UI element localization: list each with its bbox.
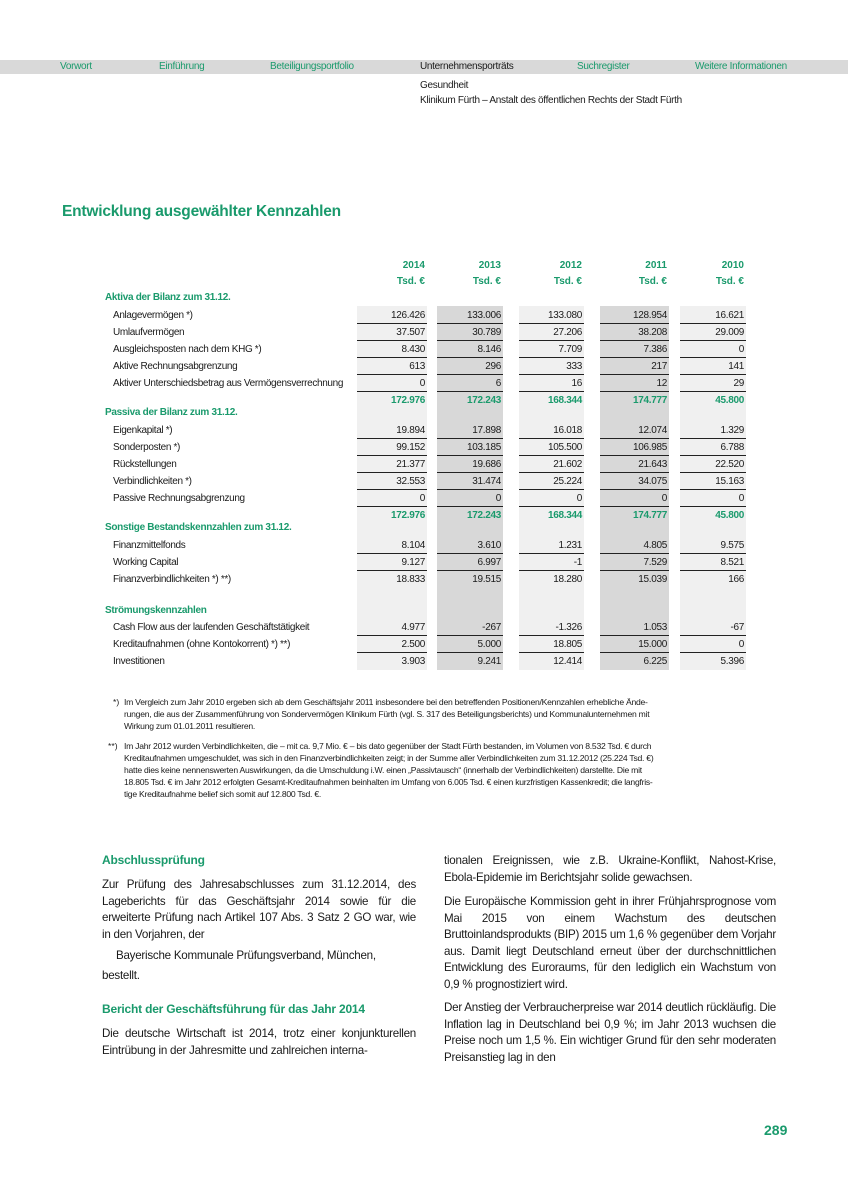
table-cell: 15.163: [715, 476, 744, 487]
row-divider: [437, 570, 503, 571]
row-label: Eigenkapital *): [113, 425, 173, 436]
row-divider: [680, 438, 746, 439]
column-year: 2012: [559, 260, 582, 271]
nav-weitere-informationen[interactable]: Weitere Informationen: [695, 61, 787, 72]
row-label: Finanzverbindlichkeiten *) **): [113, 574, 231, 585]
table-cell: 9.241: [477, 656, 501, 667]
paragraph-ereignisse: tionalen Ereignissen, wie z.B. Ukraine-Konflikt, Nahost-Krise, Ebola-Epidemie im Berichtsjahr solide gewachsen.: [444, 854, 776, 884]
row-label: Investitionen: [113, 656, 165, 667]
heading-bericht-geschaeftsfuehrung: Bericht der Geschäftsführung für das Jahr 2014: [102, 1002, 365, 1016]
table-cell: 16: [571, 378, 582, 389]
paragraph-verbraucherpreise: Der Anstieg der Verbraucherpreise war 2014 deutlich rückläufig. Die Inflation lag in Deutschland bei 0,9 %; im Jahr 2013 wuchsen die Preise noch um 1,5 %. Ein wichtiger Grund für den sehr moderaten Preisanstieg lag in den: [444, 1001, 776, 1064]
column-unit: Tsd. €: [472, 276, 501, 287]
row-divider: [600, 340, 669, 341]
row-divider: [357, 652, 427, 653]
table-cell: 3.903: [401, 656, 425, 667]
breadcrumb-category: Gesundheit: [420, 80, 469, 91]
table-cell: 6: [495, 378, 501, 389]
table-cell: 3.610: [477, 540, 501, 551]
row-divider: [680, 340, 746, 341]
row-label: Aktive Rechnungsabgrenzung: [113, 361, 238, 372]
row-divider: [600, 489, 669, 490]
row-divider: [519, 553, 584, 554]
row-divider: [357, 438, 427, 439]
row-divider: [357, 553, 427, 554]
row-divider: [357, 570, 427, 571]
row-label: Cash Flow aus der laufenden Geschäftstätigkeit: [113, 622, 310, 633]
table-cell: 1.053: [643, 622, 667, 633]
footnote-line: tige Kreditaufnahme belief sich somit auf 12.800 Tsd. €.: [124, 789, 321, 799]
table-cell: 8.521: [720, 557, 744, 568]
row-divider: [519, 323, 584, 324]
row-divider: [680, 570, 746, 571]
row-divider: [437, 340, 503, 341]
table-cell: 16.621: [715, 310, 744, 321]
table-cell: 27.206: [553, 327, 582, 338]
table-cell: 4.805: [643, 540, 667, 551]
table-cell: 0: [661, 493, 667, 504]
table-cell: 613: [409, 361, 425, 372]
table-cell: 333: [566, 361, 582, 372]
table-cell: 19.686: [472, 459, 501, 470]
table-cell: -1: [573, 557, 582, 568]
table-cell: 128.954: [632, 310, 667, 321]
table-cell: 217: [651, 361, 667, 372]
nav-vorwort[interactable]: Vorwort: [60, 61, 92, 72]
table-cell: 106.985: [632, 442, 667, 453]
total-cell: 168.344: [547, 395, 582, 406]
section-title: Sonstige Bestandskennzahlen zum 31.12.: [105, 522, 292, 533]
column-year: 2014: [402, 260, 425, 271]
table-cell: 21.377: [396, 459, 425, 470]
row-divider: [519, 340, 584, 341]
row-divider: [437, 357, 503, 358]
table-cell: -267: [482, 622, 501, 633]
table-cell: 0: [576, 493, 582, 504]
total-cell: 168.344: [547, 510, 582, 521]
table-cell: 1.329: [720, 425, 744, 436]
table-cell: 31.474: [472, 476, 501, 487]
row-divider: [519, 455, 584, 456]
table-cell: 12: [656, 378, 667, 389]
table-cell: 0: [419, 378, 425, 389]
row-divider: [437, 455, 503, 456]
total-cell: 174.777: [632, 395, 667, 406]
total-cell: 45.800: [715, 395, 744, 406]
footnote-line: Im Jahr 2012 wurden Verbindlichkeiten, die – mit ca. 9,7 Mio. € – bis dato gegenüber der Stadt Fürth bestanden, im Volumen von 8.532 Tsd. € durch: [124, 741, 652, 751]
row-divider: [680, 489, 746, 490]
table-cell: 7.529: [643, 557, 667, 568]
row-divider: [680, 652, 746, 653]
column-unit: Tsd. €: [553, 276, 582, 287]
heading-abschlusspruefung: Abschlussprüfung: [102, 853, 205, 867]
row-divider: [680, 323, 746, 324]
footnote-line: Wirkung zum 01.01.2011 resultieren.: [124, 721, 256, 731]
row-label: Sonderposten *): [113, 442, 181, 453]
table-cell: 5.000: [477, 639, 501, 650]
table-cell: 29: [733, 378, 744, 389]
row-label: Umlaufvermögen: [113, 327, 185, 338]
total-divider: [519, 391, 584, 392]
row-label: Verbindlichkeiten *): [113, 476, 192, 487]
row-divider: [680, 374, 746, 375]
column-year: 2013: [478, 260, 501, 271]
total-cell: 174.777: [632, 510, 667, 521]
table-cell: 4.977: [401, 622, 425, 633]
section-title: Passiva der Bilanz zum 31.12.: [105, 407, 238, 418]
row-divider: [600, 374, 669, 375]
row-divider: [437, 323, 503, 324]
table-cell: 8.104: [401, 540, 425, 551]
table-cell: 0: [495, 493, 501, 504]
paragraph-wirtschaft: Die deutsche Wirtschaft ist 2014, trotz einer konjunkturellen Eintrübung in der Jahresmitte und zahlreichen interna-: [102, 1027, 416, 1057]
row-divider: [357, 455, 427, 456]
table-cell: 99.152: [396, 442, 425, 453]
row-label: Finanzmittelfonds: [113, 540, 186, 551]
row-divider: [519, 652, 584, 653]
table-cell: 9.575: [720, 540, 744, 551]
row-divider: [437, 438, 503, 439]
total-divider: [437, 391, 503, 392]
total-divider: [357, 506, 427, 507]
table-cell: 22.520: [715, 459, 744, 470]
table-cell: 2.500: [401, 639, 425, 650]
paragraph-bestellt: bestellt.: [102, 969, 140, 982]
auditor-name: Bayerische Kommunale Prüfungsverband, München,: [116, 949, 376, 962]
footnote-line: hatte dies keine nennenswerten Auswirkungen, da die Umschuldung i.W. einen „Passivtausch“ (innerhalb der Verbindlichkeiten) darstellte. Die mit: [124, 765, 642, 775]
row-divider: [680, 553, 746, 554]
total-cell: 172.976: [390, 510, 425, 521]
row-divider: [357, 340, 427, 341]
row-divider: [357, 374, 427, 375]
table-cell: 5.396: [720, 656, 744, 667]
footnote-mark: **): [108, 741, 118, 751]
column-year: 2011: [645, 260, 667, 271]
row-label: Anlagevermögen *): [113, 310, 193, 321]
table-cell: 105.500: [547, 442, 582, 453]
row-divider: [600, 438, 669, 439]
total-cell: 45.800: [715, 510, 744, 521]
nav-unternehmensportraets[interactable]: Unternehmensporträts: [420, 61, 514, 72]
table-cell: 15.000: [638, 639, 667, 650]
row-divider: [437, 553, 503, 554]
table-cell: 25.224: [553, 476, 582, 487]
row-divider: [357, 472, 427, 473]
row-divider: [519, 438, 584, 439]
row-divider: [600, 455, 669, 456]
table-cell: 30.789: [472, 327, 501, 338]
section-title: Aktiva der Bilanz zum 31.12.: [105, 292, 231, 303]
table-cell: 18.805: [553, 639, 582, 650]
row-divider: [519, 472, 584, 473]
table-cell: -1.326: [555, 622, 582, 633]
table-cell: 0: [738, 344, 744, 355]
table-cell: -67: [730, 622, 744, 633]
row-divider: [437, 472, 503, 473]
table-cell: 16.018: [553, 425, 582, 436]
total-divider: [357, 391, 427, 392]
row-divider: [437, 635, 503, 636]
row-divider: [357, 635, 427, 636]
row-label: Rückstellungen: [113, 459, 177, 470]
nav-beteiligungsportfolio[interactable]: Beteiligungsportfolio: [270, 61, 354, 72]
table-cell: 12.074: [638, 425, 667, 436]
row-divider: [519, 570, 584, 571]
table-cell: 133.006: [466, 310, 501, 321]
table-cell: 21.643: [638, 459, 667, 470]
row-divider: [357, 323, 427, 324]
row-divider: [600, 570, 669, 571]
page-number: 289: [764, 1122, 788, 1138]
row-divider: [357, 489, 427, 490]
table-cell: 6.997: [477, 557, 501, 568]
footnote-line: rungen, die aus der Zusammenführung von Sondervermögen Klinikum Fürth (vgl. S. 317 des Beteiligungsberichts) und Kommunalunternehmen mit: [124, 709, 650, 719]
footnote-line: Im Vergleich zum Jahr 2010 ergeben sich ab dem Geschäftsjahr 2011 insbesondere bei den betreffenden Positionen/Kennzahlen erhebliche Ände-: [124, 697, 648, 707]
paragraph-abschlusspruefung: Zur Prüfung des Jahresabschlusses zum 31.12.2014, des Lageberichts für das Geschäftsjahr 2014 sowie für die erweiterte Prüfung nach Artikel 107 Abs. 3 Satz 2 GO war, wie in den Vorjahren, der: [102, 878, 416, 941]
table-cell: 17.898: [472, 425, 501, 436]
table-cell: 29.009: [715, 327, 744, 338]
table-cell: 19.894: [396, 425, 425, 436]
footnote-line: Kreditaufnahmen umgeschuldet, was sich in den Finanzverbindlichkeiten zeigt; in der Summe aller Verbindlichkeiten zum 31.12.2012 (25.224 Tsd. €): [124, 753, 654, 763]
total-divider: [437, 506, 503, 507]
total-divider: [680, 506, 746, 507]
breadcrumb-company: Klinikum Fürth – Anstalt des öffentlichen Rechts der Stadt Fürth: [420, 95, 682, 106]
row-divider: [680, 357, 746, 358]
total-cell: 172.243: [466, 510, 501, 521]
row-divider: [600, 635, 669, 636]
footnote-line: 18.805 Tsd. € im Jahr 2012 erfolgten Gesamt-Kreditaufnahmen beinhalten im Umfang von 6.005 Tsd. € einen kurzfristigen Kassenkredit; die langfris-: [124, 777, 653, 787]
row-label: Aktiver Unterschiedsbetrag aus Vermögensverrechnung: [113, 378, 344, 389]
row-label: Working Capital: [113, 557, 179, 568]
page-title: Entwicklung ausgewählter Kennzahlen: [62, 203, 341, 220]
total-cell: 172.976: [390, 395, 425, 406]
table-cell: 126.426: [390, 310, 425, 321]
paragraph-eu-kommission: Die Europäische Kommission geht in ihrer Frühjahrsprognose vom Mai 2015 von einem Wachstum des deutschen Bruttoinlandsprodukts (BIP) 2015 um 1,6 % gegenüber dem Vorjahr aus. Damit liegt Deutschland erneut über der durchschnittlichen Entwicklung des Euroraums, für den lediglich ein Wachstum von 0,9 % prognostiziert wird.: [444, 895, 776, 991]
row-divider: [519, 635, 584, 636]
table-cell: 8.146: [477, 344, 501, 355]
footnote-mark: *): [113, 697, 120, 707]
total-divider: [519, 506, 584, 507]
section-title: Strömungskennzahlen: [105, 605, 207, 616]
row-divider: [680, 455, 746, 456]
nav-einfuehrung[interactable]: Einführung: [159, 61, 205, 72]
row-divider: [437, 374, 503, 375]
row-divider: [600, 357, 669, 358]
table-cell: 18.280: [553, 574, 582, 585]
table-cell: 37.507: [396, 327, 425, 338]
table-cell: 7.709: [558, 344, 582, 355]
table-cell: 133.080: [547, 310, 582, 321]
table-cell: 296: [485, 361, 501, 372]
table-cell: 18.833: [396, 574, 425, 585]
total-cell: 172.243: [466, 395, 501, 406]
table-cell: 7.386: [643, 344, 667, 355]
table-cell: 21.602: [553, 459, 582, 470]
row-divider: [519, 374, 584, 375]
table-cell: 15.039: [638, 574, 667, 585]
nav-suchregister[interactable]: Suchregister: [577, 61, 630, 72]
table-cell: 0: [738, 639, 744, 650]
row-divider: [519, 489, 584, 490]
total-divider: [600, 506, 669, 507]
column-unit: Tsd. €: [396, 276, 425, 287]
table-cell: 8.430: [401, 344, 425, 355]
row-divider: [600, 553, 669, 554]
row-label: Kreditaufnahmen (ohne Kontokorrent) *) **): [113, 639, 291, 650]
row-divider: [357, 357, 427, 358]
table-cell: 0: [738, 493, 744, 504]
row-label: Ausgleichsposten nach dem KHG *): [113, 344, 262, 355]
column-year: 2010: [721, 260, 744, 271]
table-cell: 6.788: [720, 442, 744, 453]
column-unit: Tsd. €: [715, 276, 744, 287]
table-cell: 34.075: [638, 476, 667, 487]
table-cell: 166: [728, 574, 744, 585]
table-cell: 6.225: [643, 656, 667, 667]
row-divider: [519, 357, 584, 358]
row-divider: [600, 652, 669, 653]
row-divider: [437, 489, 503, 490]
table-cell: 19.515: [472, 574, 501, 585]
row-divider: [600, 323, 669, 324]
table-cell: 141: [728, 361, 744, 372]
table-cell: 1.231: [558, 540, 582, 551]
row-divider: [680, 472, 746, 473]
table-cell: 103.185: [466, 442, 501, 453]
table-cell: 32.553: [396, 476, 425, 487]
total-divider: [600, 391, 669, 392]
table-cell: 38.208: [638, 327, 667, 338]
table-cell: 12.414: [553, 656, 582, 667]
table-cell: 9.127: [401, 557, 425, 568]
table-cell: 0: [419, 493, 425, 504]
row-divider: [680, 635, 746, 636]
row-divider: [600, 472, 669, 473]
column-unit: Tsd. €: [638, 276, 667, 287]
total-divider: [680, 391, 746, 392]
row-divider: [437, 652, 503, 653]
row-label: Passive Rechnungsabgrenzung: [113, 493, 245, 504]
